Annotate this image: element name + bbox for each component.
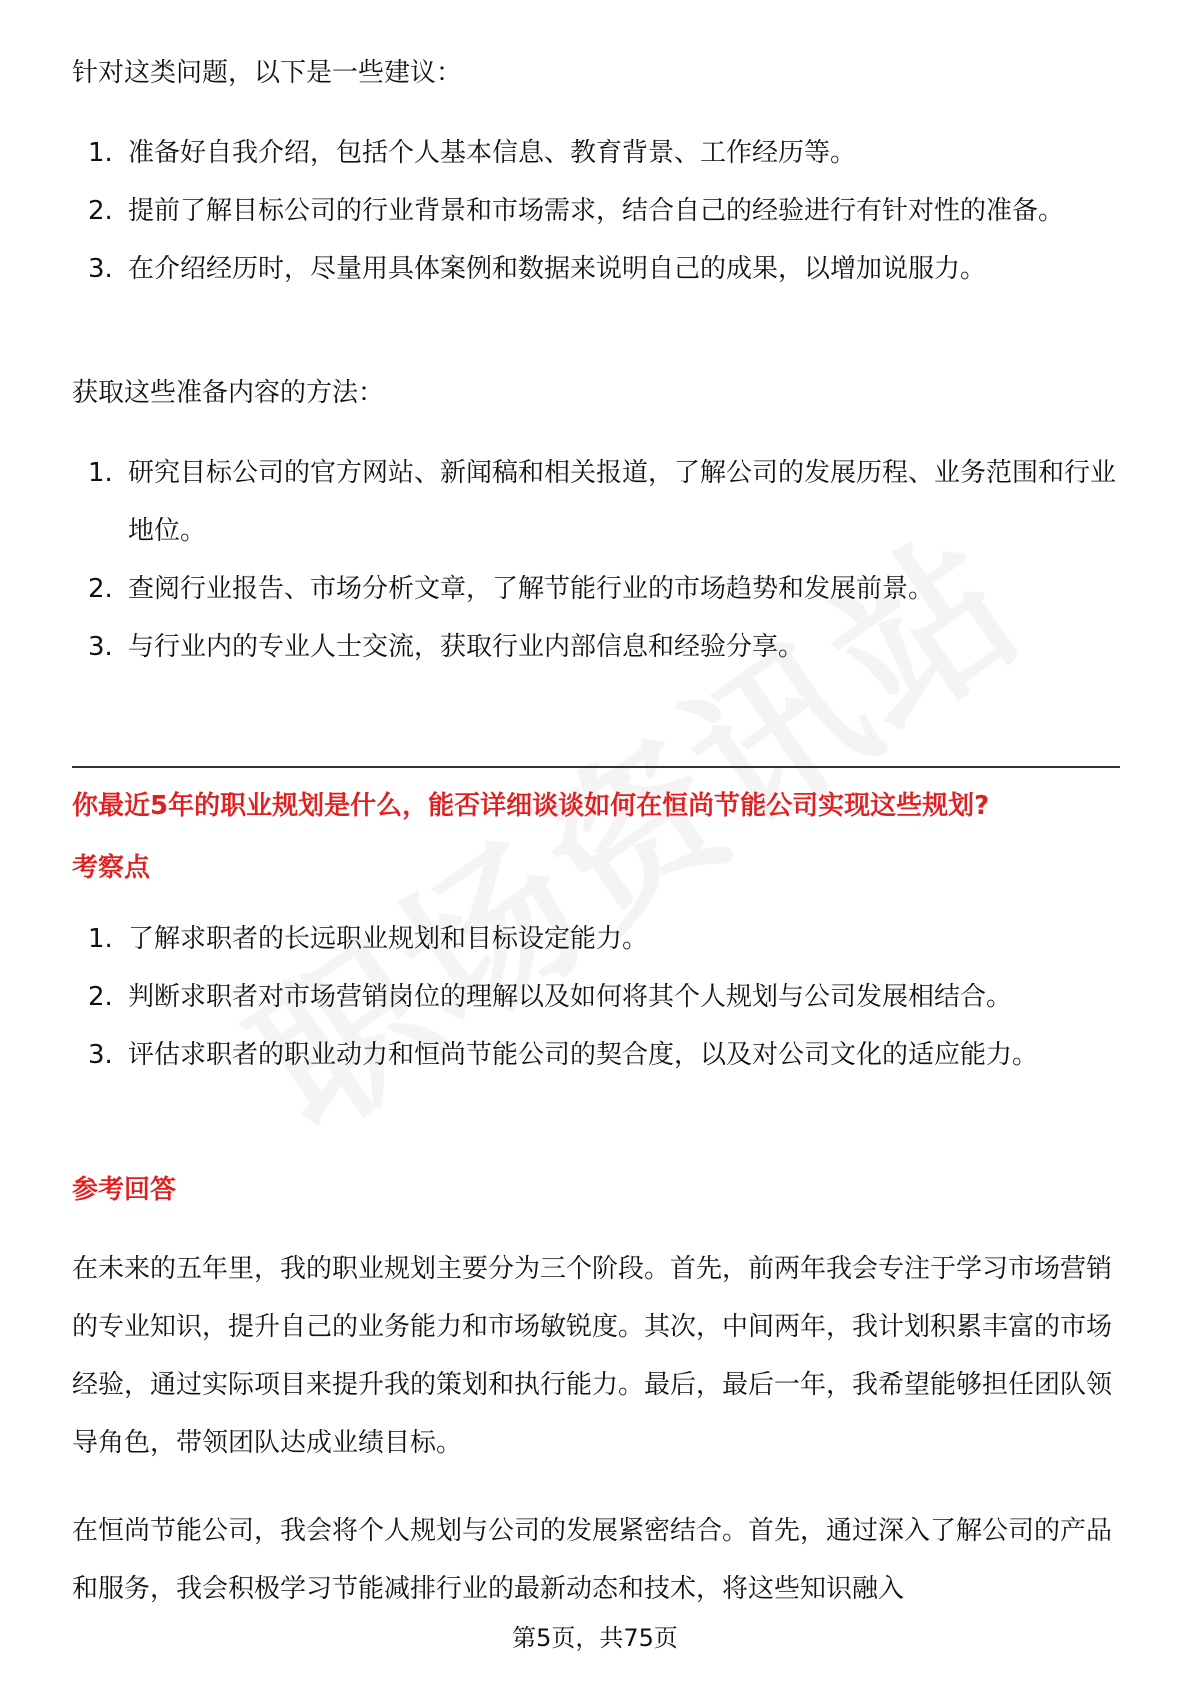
list-number: 1. xyxy=(88,924,113,954)
list-text: 查阅行业报告、市场分析文章，了解节能行业的市场趋势和发展前景。 xyxy=(128,574,935,604)
list-text: 与行业内的专业人士交流，获取行业内部信息和经验分享。 xyxy=(128,632,805,662)
list-item xyxy=(72,910,1120,968)
list-text: 研究目标公司的官方网站、新闻稿和相关报道，了解公司的发展历程、业务范围和行业地位。 xyxy=(128,458,1117,546)
focus-list xyxy=(72,910,1120,1084)
list-number: 3. xyxy=(88,254,113,284)
list-number: 2. xyxy=(88,574,113,604)
list-text: 准备好自我介绍，包括个人基本信息、教育背景、工作经历等。 xyxy=(128,138,857,168)
list-item xyxy=(72,1026,1120,1084)
list-number: 2. xyxy=(88,196,113,226)
list-item xyxy=(72,240,1120,298)
list-number: 3. xyxy=(88,632,113,662)
intro-text: 针对这类问题，以下是一些建议： xyxy=(72,58,463,88)
list-text: 了解求职者的长远职业规划和目标设定能力。 xyxy=(128,924,649,954)
list-text: 在介绍经历时，尽量用具体案例和数据来说明自己的成果，以增加说服力。 xyxy=(128,254,987,284)
list-number: 2. xyxy=(88,982,113,1012)
answer-paragraph: 在未来的五年里，我的职业规划主要分为三个阶段。首先，前两年我会专注于学习市场营销的专业知识，提升自己的业务能力和市场敏锐度。其次，中间两年，我计划积累丰富的市场经验，通过实际项目来提升我的策划和执行能力。最后，最后一年，我希望能够担任团队领导角色，带领团队达成业绩目标。 xyxy=(72,1254,1113,1458)
suggestions-list xyxy=(72,124,1120,298)
focus-title: 考察点 xyxy=(72,853,151,883)
list-number: 1. xyxy=(88,138,113,168)
list-item xyxy=(72,124,1120,182)
list-item xyxy=(72,182,1120,240)
interview-question: 你最近5年的职业规划是什么，能否详细谈谈如何在恒尚节能公司实现这些规划? xyxy=(72,791,990,821)
list-text: 判断求职者对市场营销岗位的理解以及如何将其个人规划与公司发展相结合。 xyxy=(128,982,1013,1012)
list-item xyxy=(72,560,1120,618)
list-text: 提前了解目标公司的行业背景和市场需求，结合自己的经验进行有针对性的准备。 xyxy=(128,196,1065,226)
answer-paragraph: 在恒尚节能公司，我会将个人规划与公司的发展紧密结合。首先，通过深入了解公司的产品和服务，我会积极学习节能减排行业的最新动态和技术，将这些知识融入 xyxy=(72,1516,1113,1604)
methods-title: 获取这些准备内容的方法： xyxy=(72,378,385,408)
list-number: 1. xyxy=(88,458,113,488)
methods-list xyxy=(72,444,1120,676)
page-footer: 第5页，共75页 xyxy=(512,1624,678,1652)
list-item xyxy=(72,618,1120,676)
list-item xyxy=(72,968,1120,1026)
section-divider xyxy=(72,766,1120,768)
list-text: 评估求职者的职业动力和恒尚节能公司的契合度，以及对公司文化的适应能力。 xyxy=(128,1040,1039,1070)
list-item xyxy=(72,444,1120,560)
list-number: 3. xyxy=(88,1040,113,1070)
answer-title: 参考回答 xyxy=(72,1175,177,1205)
